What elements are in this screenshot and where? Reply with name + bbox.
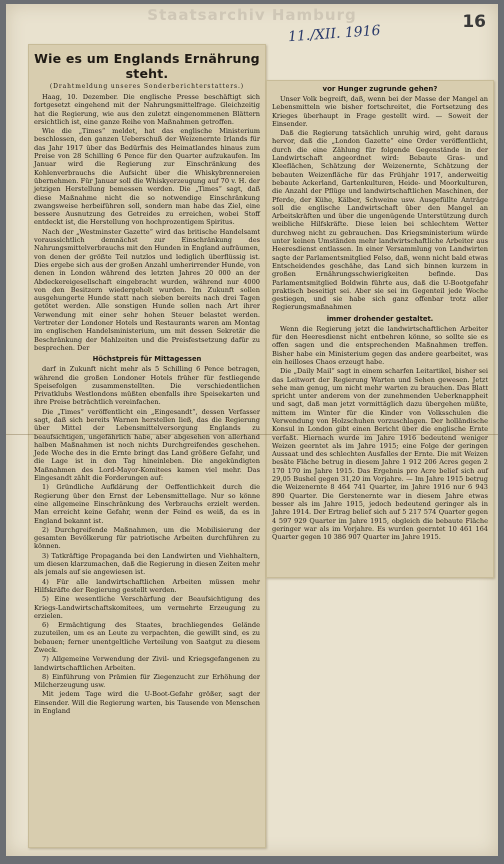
paragraph: Die „Daily Mail“ sagt in einem scharfen Leitartikel, bisher sei das Leitwort der Regierung Warten und Sehen gewesen. Jetzt sehe man genug, um nicht mehr warten zu brauchen. Das Blatt spricht unter anderem von der zunehmenden Ueberknappheit und sagt, daß man jetzt vormittäglich dazu übergehen müßte, mittem im Winter für die Kinder von Volksschulen die Verwendung von Holzschuhen vorzuschlagen. Der holländische Konsul in London gibt einen Bericht über die englische Ernte verfaßt. Hiernach wurde im Jahre 1916 bedeutend weniger Weizen geerntet als im Jahre 1915; eine Folge der geringen Aussaat und des schlechten Ausfalles der Ernte. Die mit Weizen besäte Fläche betrug in diesem Jahre 1 912 206 Acres gegen 2 170 170 im Jahre 1915. Das Ergebnis pro Acre belief sich auf 29,05 Bushel gegen 31,20 im Vorjahre. — Im Jahre 1915 betrug die Weizenernte 8 464 741 Quarter, im Jahre 1916 nur 6 943 890 Quarter. Die Gerstenernte war in diesem Jahre etwas besser als im Jahre 1915, jedoch bedeutend geringer als in Jahre 1914. Der Ertrag belief sich auf 5 217 574 Quarter gegen 4 597 929 Quarter im Jahre 1915, obgleich die bebaute Fläche geringer war als im Vorjahre. Es wurden geerntet 10 461 164 Quarter gegen 10 386 907 Quarter im Jahre 1915.: [272, 367, 488, 542]
article-body: [34, 93, 260, 352]
paragraph: Mit jedem Tage wird die U-Boot-Gefahr größer, sagt der Einsender. Will die Regierung warten, bis Tausende von Menschen in England: [34, 690, 260, 716]
newspaper-clipping-right: [266, 80, 494, 578]
list-item: 8) Einführung von Prämien für Ziegenzucht zur Erhöhung der Milcherzeugung usw.: [34, 672, 260, 690]
continuation-subhead: immer drohender gestaltet.: [326, 314, 434, 323]
paragraph: darf in Zukunft nicht mehr als 5 Schilling 6 Pence betragen, während die großen Londoner Hotels früher für festliegende Speisefolgen zusammenstellten. Die verschiedentlichen Privatklubs Westlondons müßten ebenfalls ihre Speisekarten und ihre Preise beträchtlich vereinfachen.: [34, 365, 260, 407]
list-item: 3) Tatkräftige Propaganda bei den Landwirten und Viehhaltern, um diesen klarzumachen, daß die Regierung in diesen Zeiten mehr als jemals auf sie angewiesen ist.: [34, 551, 260, 577]
list-item: 1) Gründliche Aufklärung der Oeffentlichkeit durch die Regierung über den Ernst der Lebensmittellage. Nur so könne eine allgemeine Einschränkung des Verbrauchs erzielt werden. Man erreicht keine Gefahr, wenn der Feind es weiß, da es in England bekannt ist.: [34, 483, 260, 525]
article-subline: (Drahtmeldung unseres Sonderberichterstatters.): [49, 83, 245, 90]
list-item: 2) Durchgreifende Maßnahmen, um die Mobilisierung der gesamten Bevölkerung für patriotische Arbeiten durchführen zu können.: [34, 525, 260, 551]
paragraph: Die „Times“ veröffentlicht ein „Eingesandt“, dessen Verfasser sagt, daß sich bereits Warnen herstellen ließ, das die Regierung über Mittel der Lebensmittelversorgung Englands zu beaufsichtigen, ungefährlich habe, aber abgesehen von allerhand halben Maßnahmen ist noch nichts Durchgreifendes geschehen. Jede Woche des in die Ernte bringt das Land größere Gefahr, und die Lage ist in den Tag hineinleben. Die angekündigten Maßnahmen des Lord-Mayor-Komitees kamen viel mehr. Das Eingesandt zählt die Forderungen auf:: [34, 407, 260, 483]
page-number: 16: [462, 12, 486, 32]
list-item: 6) Ermächtigung des Staates, brachliegendes Gelände zuzuteilen, um es an Leute zu verpachten, die gewillt sind, es zu bebauen; ferner unentgeltliche Verteilung von Saatgut zu diesem Zweck.: [34, 621, 260, 654]
article-body-continued: [34, 365, 260, 715]
newspaper-clipping-left: [28, 44, 266, 848]
paragraph: Daß die Regierung tatsächlich unruhig wird, geht daraus hervor, daß die „London Gazette“ eine Order veröffentlicht, durch die eine Zählung für folgende Gegenstände in der Landwirtschaft angeordnet wird: Bebaute Gras- und Kleeflächen, Schätzung der Weizenernte, Schätzung der bebauten Weizenfläche für das Frühjahr 1917, anderweitig bebaute Ackerland, Gartenkulturen, Heide- und Moorkulturen, die Anzahl der Pflüge und landwirtschaftlichen Maschinen, der Pferde, der Kühe, Kälber, Schweine usw. Ausgefüllte Anträge soll die englische Landwirtschaft über den Mangel an Arbeitskräften und über die ungenügende Unterstützung durch weibliche Hilfskräfte. Diese leien bei schlechtem Wetter durchweg nicht zu gebrauchen. Das Kriegsministerium würde unter keinen Umständen mehr landwirtschaftliche Arbeiter aus Heeresdienst entlassen. In einer Versammlung von Landwirten sagte der Parlamentsmitglied Felso, daß, wenn nicht bald etwas Entscheidendes geschähe, das Land sich binnen kurzem in großen Ernährungsschwierigkeiten befinde. Das Parlamentsmitglied Boldwin führte aus, daß die U-Bootgefahr praktisch beseitigt sei. Aber sie sei im Gegenteil jede Woche gestiegen, und sie habe sich ganz offenbar trotz aller Regierungsmaßnahmen: [272, 129, 488, 312]
paper-fold-crease: [6, 434, 498, 435]
article-subhead: Höchstpreis für Mittagessen: [92, 355, 202, 364]
paragraph: Wie die „Times“ meldet, hat das englische Ministerium beschlossen, den ganzen Ueberschuß der Weizenernte Irlands für das Jahr 1917 über das Bedürfnis des Heimatlandes hinaus zum Preise von 28 Schilling 6 Pence für den Quarter aufzukaufen. Im Januar wird die Regierung zur Einschränkung des Kohlenverbrauchs die Aufsicht über die Whiskybrennereien übernehmen. Für Januar soll die Whiskyerzeugung auf 70 v. H. der jetzigen Herstellung bemessen werden. Die „Times“ sagt, daß diese Maßnahme nicht die so notwendige Einschränkung zwangsweise herbeiführen soll, sondern man habe das Ziel, eine bessere Ausnutzung des Getreides zu erreichen, wobei Stoff entdeckt ist, die Herstellung von hochprozentigem Spiritus.: [34, 127, 260, 227]
continuation-title: vor Hunger zugrunde gehen?: [322, 85, 438, 93]
continuation-body: [272, 95, 488, 312]
list-item: 5) Eine wesentliche Verschärfung der Beaufsichtigung des Kriegs-Landwirtschaftskomitees, um vermehrte Erzeugung zu erzielen.: [34, 595, 260, 620]
list-item: 4) Für alle landwirtschaftlichen Arbeiten müssen mehr Hilfskräfte der Regierung gestellt werden.: [34, 577, 260, 594]
paragraph: Unser Volk begreift, daß, wenn bei der Masse der Mangel an Lebensmitteln wie bisher fortschreitet, die Fortsetzung des Krieges überhaupt in Frage gestellt wird. — Soweit der Einsender.: [272, 95, 488, 128]
archive-sheet: [6, 4, 498, 856]
paragraph: Wenn die Regierung jetzt die landwirtschaftlichen Arbeiter für den Heeresdienst nicht entbehren könne, so sollte sie es offen sagen und die entsprechenden Maßnahmen treffen. Bisher habe ein Ministerium gegen das andere gearbeitet, was ein heilloses Chaos erzeugt habe.: [272, 324, 488, 366]
handwritten-date: 11./XII. 1916: [287, 22, 381, 46]
paragraph: Haag, 10. Dezember. Die englische Presse beschäftigt sich fortgesetzt eingehend mit der Nahrungsmittelfrage. Gleichzeitig hat die Regierung, wie aus den zuletzt eingenommenen Blättern ersichtlich ist, eine ganze Reihe von Maßnahmen getroffen.: [34, 93, 260, 126]
archive-watermark: Staatsarchiv Hamburg: [147, 6, 357, 24]
article-headline: Wie es um Englands Ernährung steht.: [34, 51, 260, 81]
list-item: 7) Allgemeine Verwendung der Zivil- und Kriegsgefangenen zu landwirtschaftlichen Arbeiten.: [34, 655, 260, 672]
paragraph: Nach der „Westminster Gazette“ wird das britische Handelsamt voraussichtlich demnächst zur Einschränkung des Nahrungsmittelverbrauchs mit den Hunden in England aufräumen, von denen der größte Teil nutzlos und lediglich überflüssig ist. Dies ergebe sich aus der großen Anzahl umherirrender Hunde, von denen in London während des letzten Jahres 20 000 an der Abdeckereigesellschaft eingebracht wurden, während nur 4000 von den Besitzern wiedergeholt wurden. Im Zukunft sollen ausgehungerte Hunde statt nach sieben bereits nach drei Tagen getötet werden. Alle sonstigen Hunde sollen nach Art ihrer Verwendung mit einer sehr hohen Steuer belastet werden. Vertreter der Londoner Hotels und Restaurants waren am Montag im englischen Handelsministerium, um mit dessen Sekretär die Beschränkung der Mahlzeiten und die Preisfestsetzung dafür zu besprechen. Der: [34, 227, 260, 352]
